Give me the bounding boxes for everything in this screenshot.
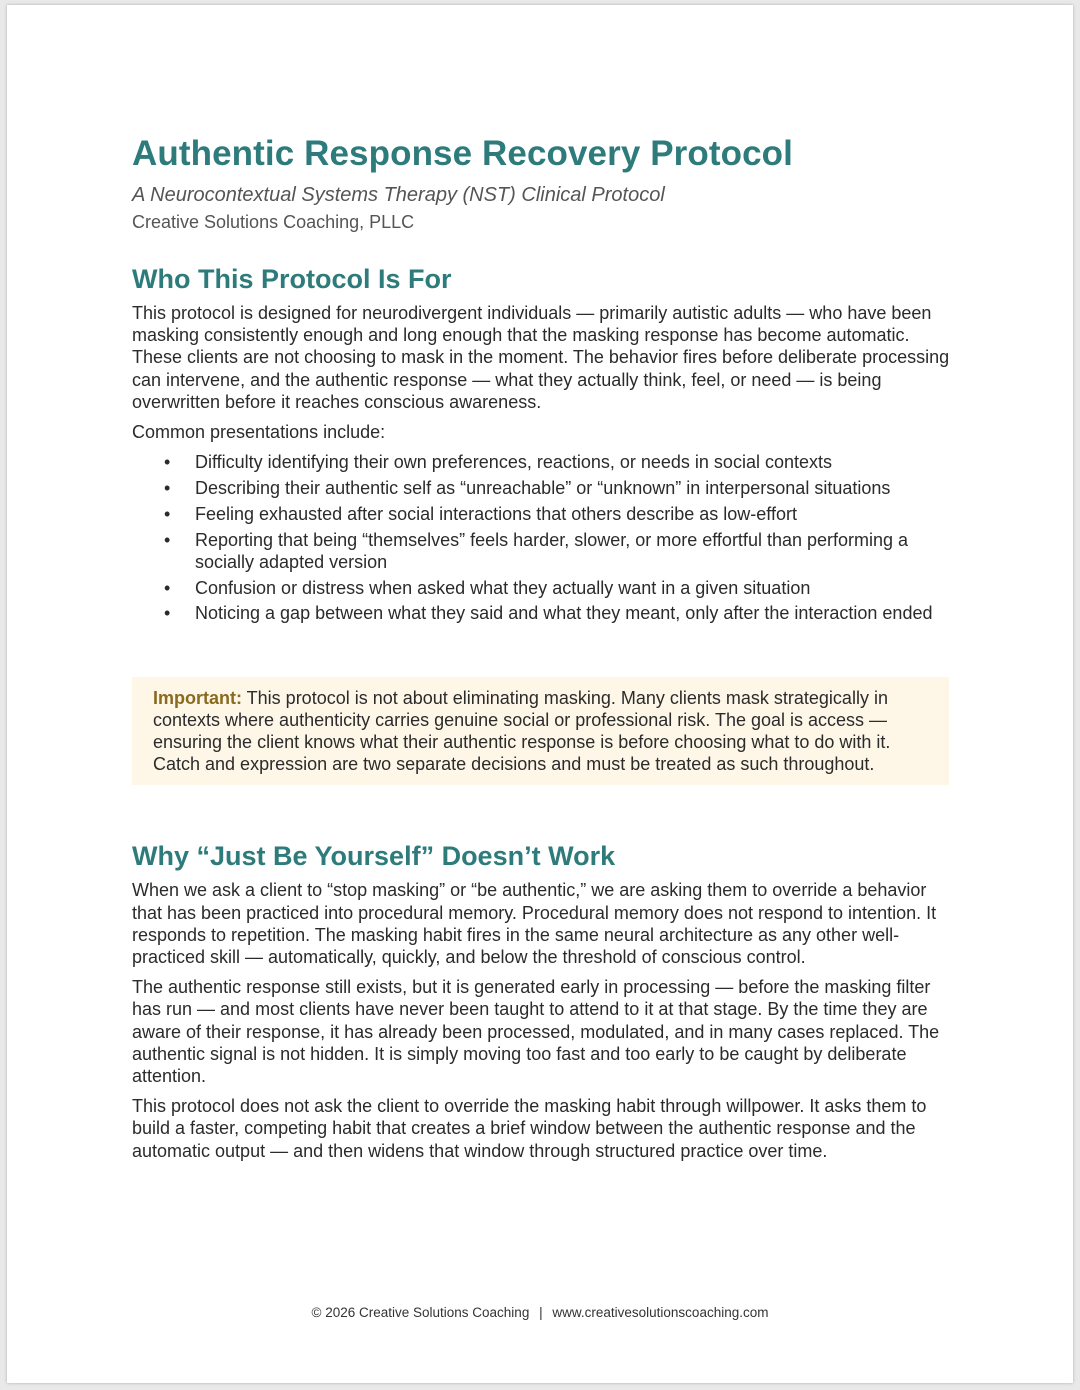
organization-name: Creative Solutions Coaching, PLLC: [132, 212, 415, 232]
list-item: [132, 577, 952, 599]
list-item: [132, 602, 952, 624]
document-page: [7, 5, 1073, 1383]
why-paragraph: When we ask a client to “stop masking” or “be authentic,” we are asking them to override a behavior that has been practiced into procedural memory. Procedural memory does not respond to intention. It responds to repetition. The masking habit fires in the same neural architecture as any other well-practiced skill — automatically, quickly, and below the threshold of conscious control.: [132, 880, 937, 968]
list-item-text: Noticing a gap between what they said and what they meant, only after the interaction ended: [195, 603, 933, 624]
list-item-text: Describing their authentic self as “unreachable” or “unknown” in interpersonal situations: [195, 478, 891, 499]
list-item-text: Feeling exhausted after social interactions that others describe as low-effort: [195, 503, 797, 524]
document-subtitle: A Neurocontextual Systems Therapy (NST) Clinical Protocol: [132, 184, 665, 206]
list-item: [132, 451, 952, 473]
callout-label: Important:: [153, 687, 242, 708]
list-item: [132, 477, 952, 499]
footer-copyright: © 2026 Creative Solutions Coaching: [311, 1305, 530, 1320]
why-paragraph: The authentic response still exists, but it is generated early in processing — before the masking filter has run — and most clients have never been taught to attend to it at that stage. By the time they are aware of their response, it has already been processed, modulated, and in many cases replaced. The authentic signal is not hidden. It is simply moving too fast and too early to be caught by deliberate attention.: [132, 977, 940, 1087]
bullet-icon: •: [164, 603, 171, 624]
footer-separator: |: [539, 1305, 543, 1320]
list-item: [132, 503, 952, 525]
why-paragraph: This protocol does not ask the client to override the masking habit through willpower. It asks them to build a faster, competing habit that creates a brief window between the authentic response and the automatic output — and then widens that window through structured practice over time.: [132, 1096, 927, 1161]
presentations-intro: Common presentations include:: [132, 422, 386, 443]
list-item-text: Confusion or distress when asked what they actually want in a given situation: [195, 577, 811, 598]
list-item-text: Difficulty identifying their own preferences, reactions, or needs in social contexts: [195, 452, 832, 473]
section-heading-who: Who This Protocol Is For: [132, 264, 452, 294]
callout-text: This protocol is not about eliminating masking. Many clients mask strategically in contexts where authenticity carries genuine social or professional risk. The goal is access — ensuring the client knows what their authentic response is before choosing what to do with it. Catch and expression are two separate decisions and must be treated as such throughout.: [153, 687, 891, 775]
list-item-text: Reporting that being “themselves” feels harder, slower, or more effortful than performing a socially adapted version: [195, 529, 909, 572]
document-title: Authentic Response Recovery Protocol: [132, 134, 793, 173]
page-content: [132, 131, 952, 1162]
section-heading-why: Why “Just Be Yourself” Doesn’t Work: [132, 841, 616, 872]
presentations-list: [132, 451, 952, 624]
footer-website-link[interactable]: www.creativesolutionscoaching.com: [552, 1305, 769, 1320]
bullet-icon: •: [164, 503, 171, 524]
list-item: [132, 529, 952, 573]
important-callout: [132, 677, 949, 786]
who-paragraph: This protocol is designed for neurodivergent individuals — primarily autistic adults — who have been masking consistently enough and long enough that the masking response has become automatic. These clients are not choosing to mask in the moment. The behavior fires before deliberate processing can intervene, and the authentic response — what they actually think, feel, or need — is being overwritten before it reaches conscious awareness.: [132, 303, 950, 412]
bullet-icon: •: [164, 529, 171, 550]
bullet-icon: •: [164, 478, 171, 499]
bullet-icon: •: [164, 577, 171, 598]
bullet-icon: •: [164, 452, 171, 473]
page-footer: [7, 1305, 1073, 1320]
